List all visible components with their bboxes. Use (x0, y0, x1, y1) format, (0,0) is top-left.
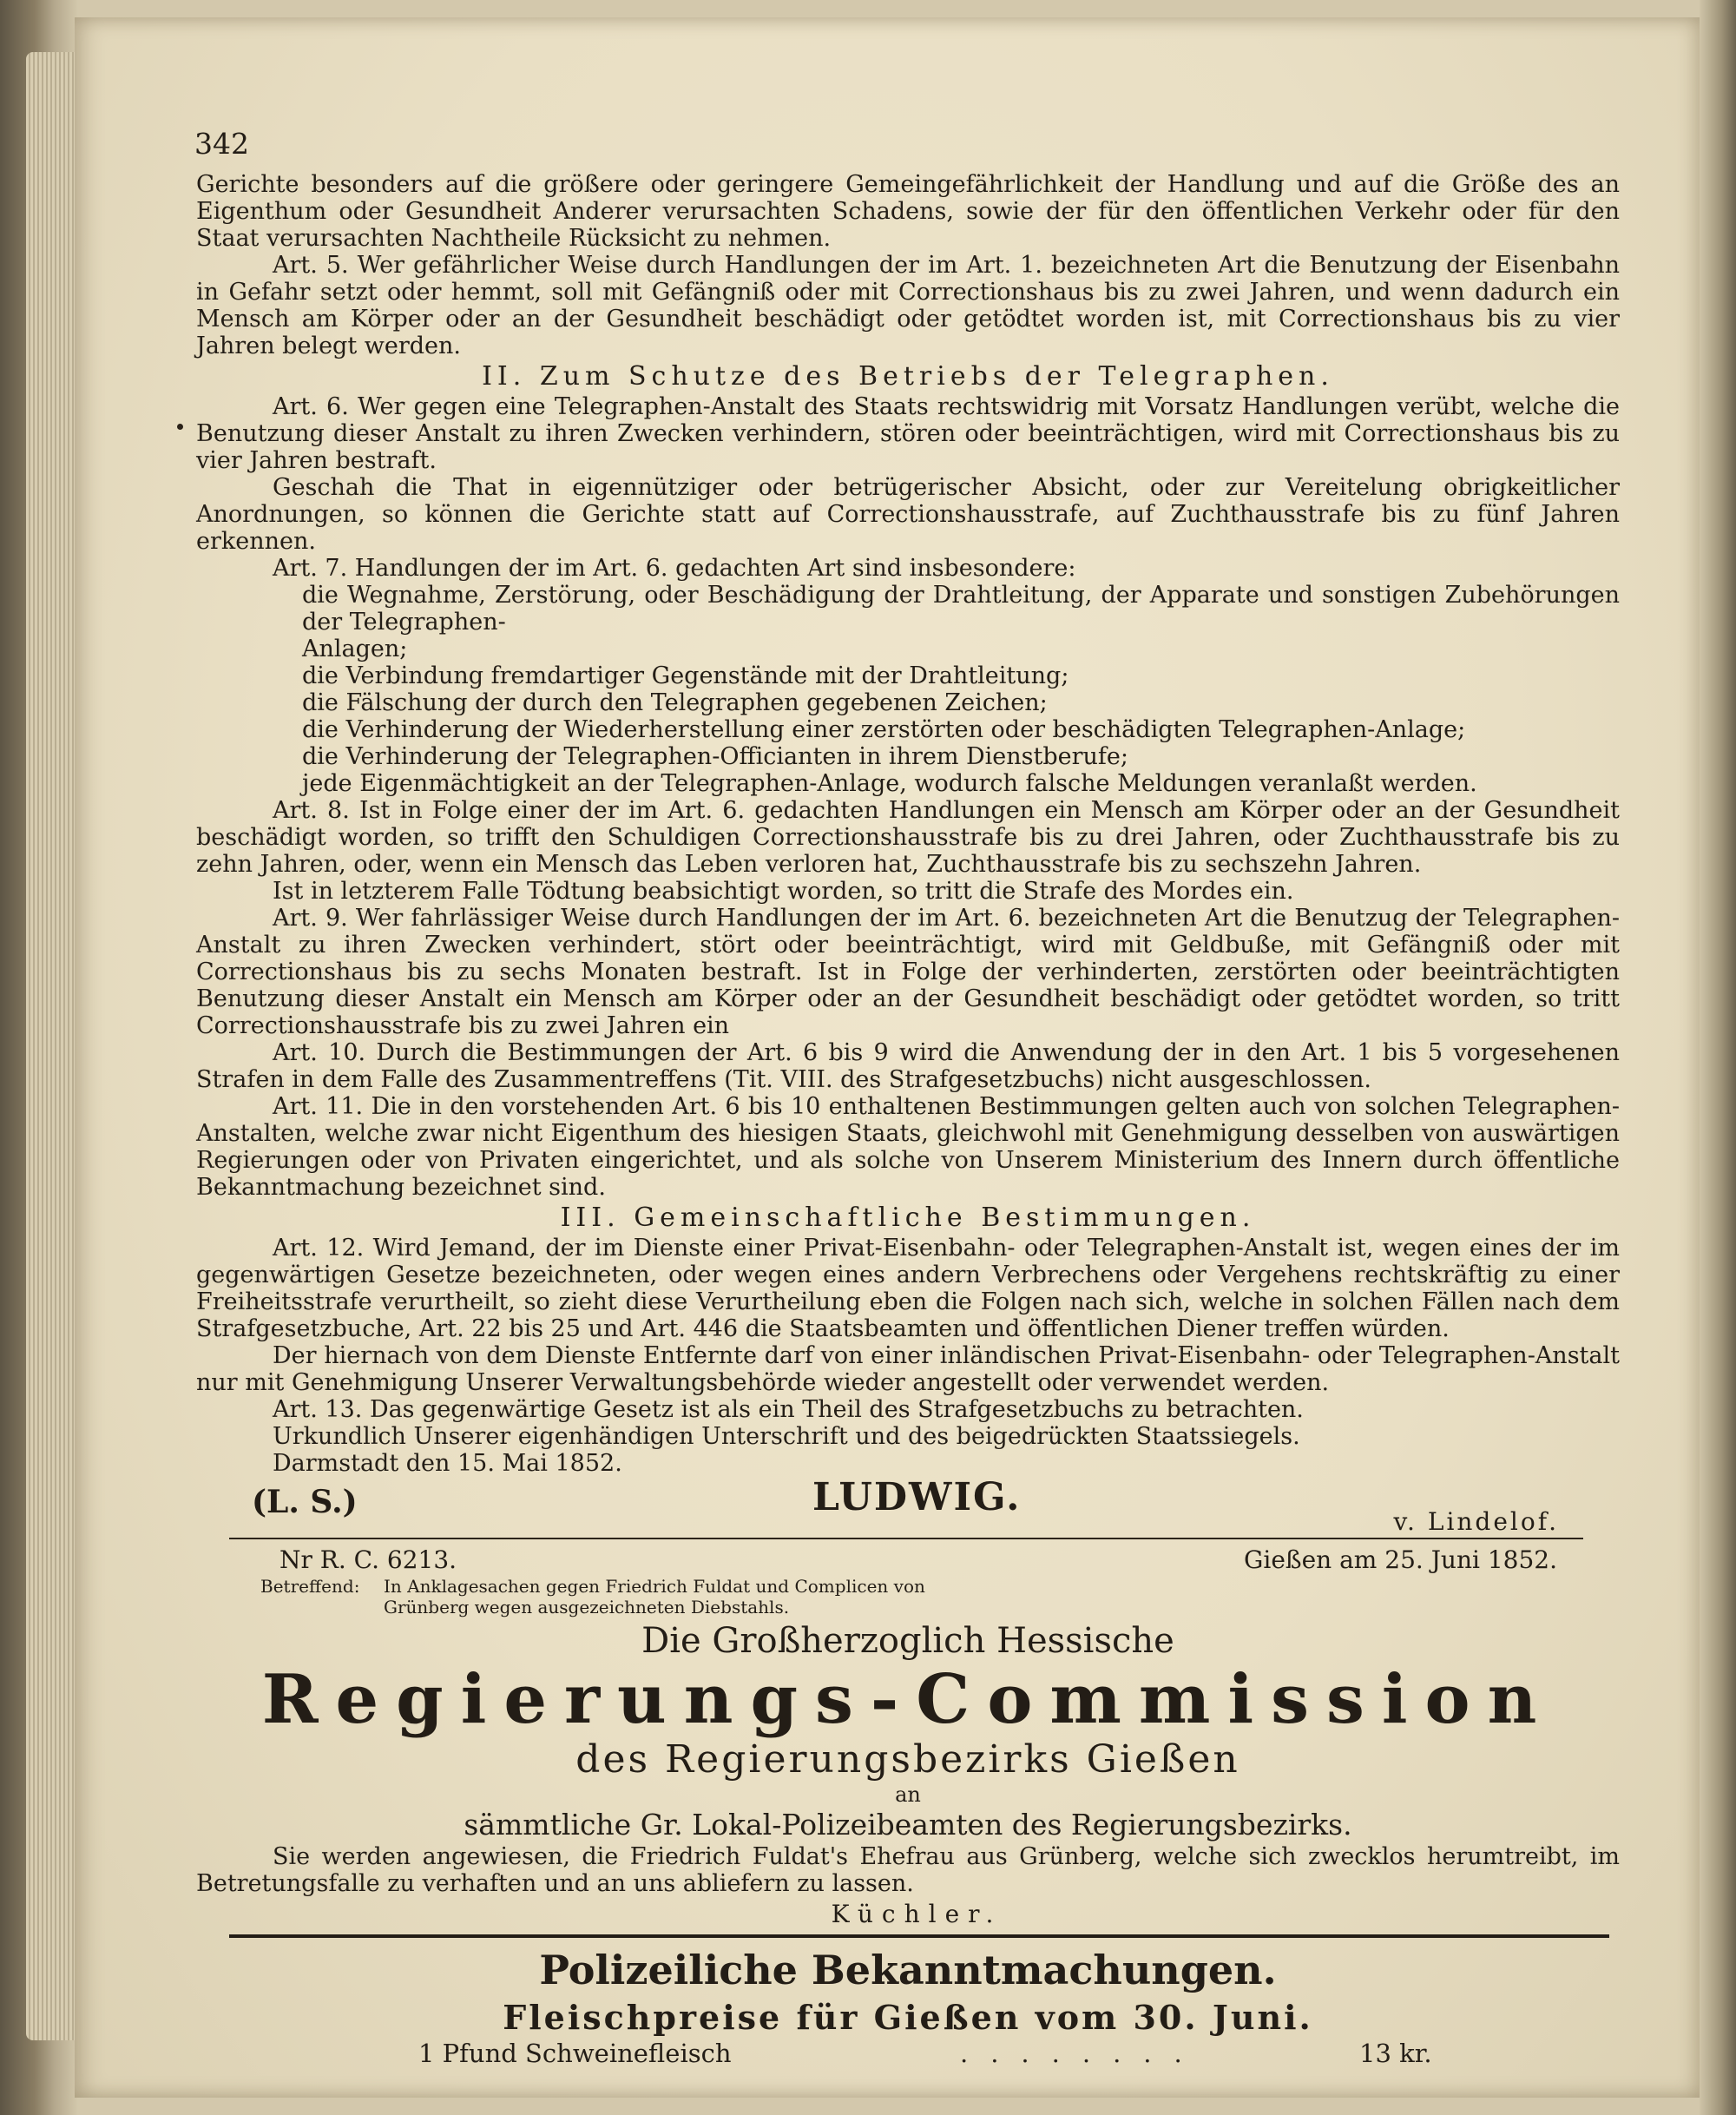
page-stack-right (1700, 0, 1736, 2115)
subject-text-2: Grünberg wegen ausgezeichneten Diebstahls. (384, 1597, 790, 1618)
law-text-continued (196, 171, 1620, 359)
telegraph-paragraph: die Verhinderung der Wiederherstellung einer zerstörten oder beschädigten Telegraphen-Anlage; (302, 716, 1466, 743)
divider-thick (229, 1934, 1609, 1938)
common-paragraph: Art. 13. Das gegenwärtige Gesetz ist als ein Theil des Strafgesetzbuchs zu betrachten. (273, 1396, 1304, 1423)
page-stack-left (26, 52, 78, 2040)
seal-mark: (L. S.) (252, 1484, 358, 1520)
telegraph-paragraph: Geschah die That in eigennütziger oder betrügerischer Absicht, oder zur Vereitelung obrigkeitlicher Anordnungen, so können die Gerichte statt auf Correctionshausstrafe, auf Zuchthausstrafe bis zu fünf Jahren erkennen. (196, 474, 1620, 555)
authority-title: Regierungs-Commission (261, 1660, 1555, 1739)
common-paragraph: Darmstadt den 15. Mai 1852. (273, 1450, 622, 1477)
section-heading-telegraphs: II. Zum Schutze des Betriebs der Telegraphen. (482, 361, 1334, 392)
divider (229, 1538, 1583, 1539)
subject-line (196, 1576, 1620, 1597)
telegraph-paragraph: die Wegnahme, Zerstörung, oder Beschädigung der Drahtleitung, der Apparate und sonstigen Zubehörungen der Telegraphen- (302, 582, 1620, 636)
ink-spot (177, 424, 183, 430)
common-paragraph: Art. 12. Wird Jemand, der im Dienste einer Privat-Eisenbahn- oder Telegraphen-Anstalt ist, wegen eines der im gegenwärtigen Gesetze bezeichneten, oder wegen eines andern Verbrechens oder Vergehens rechtskräftig zu einer Freiheitsstrafe verurtheilt, so zieht diese Verurtheilung eben die Folgen nach sich, welche in solchen Fällen nach dem Strafgesetzbuche, Art. 22 bis 25 und Art. 446 die Staatsbeamten und öffentlichen Diener treffen würden. (196, 1235, 1620, 1342)
law-paragraph: Art. 5. Wer gefährlicher Weise durch Handlungen der im Art. 1. bezeichneten Art die Benutzung der Eisenbahn in Gefahr setzt oder hemmt, soll mit Gefängniß oder mit Correctionshaus bis zu zwei Jahren, und wenn dadurch ein Mensch am Körper oder an der Gesundheit beschädigt oder getödtet worden ist, mit Correctionshaus bis zu vier Jahren belegt werden. (196, 252, 1620, 359)
notice-header (196, 1546, 1620, 1576)
ruler-signature: LUDWIG. (812, 1475, 1022, 1519)
common-articles (196, 1235, 1620, 1477)
meat-prices-heading: Fleischpreise für Gießen vom 30. Juni. (503, 1998, 1313, 2037)
place-date: Gießen am 25. Juni 1852. (1244, 1545, 1557, 1574)
telegraph-paragraph: die Verhinderung der Telegraphen-Officianten in ihrem Dienstberufe; (302, 743, 1129, 770)
common-paragraph: Der hiernach von dem Dienste Entfernte darf von einer inländischen Privat-Eisenbahn- oder Telegraphen-Anstalt nur mit Genehmigung Unserer Verwaltungsbehörde wieder angestellt oder verwendet werden. (196, 1342, 1620, 1396)
signature-block (196, 1475, 1620, 1536)
telegraph-paragraph: Ist in letzterem Falle Tödtung beabsichtigt worden, so tritt die Strafe des Mordes ein. (273, 878, 1294, 905)
telegraph-paragraph: Art. 9. Wer fahrlässiger Weise durch Handlungen der im Art. 6. bezeichneten Art die Benutzug der Telegraphen-Anstalt zu ihren Zwecken verhindert, stört oder beeinträchtigt, wird mit Geldbuße, mit Gefängniß oder mit Correctionshaus bis zu sechs Monaten bestraft. Ist in Folge der verhinderten, zerstörten oder beeinträchtigten Benutzung dieser Anstalt ein Mensch am Körper oder an der Gesundheit beschädigt oder getödtet worden, so tritt Correctionshausstrafe bis zu zwei Jahren ein (196, 905, 1620, 1039)
minister-signature: v. Lindelof. (1393, 1507, 1559, 1536)
telegraph-paragraph: Art. 11. Die in den vorstehenden Art. 6 bis 10 enthaltenen Bestimmungen gelten auch von solchen Telegraphen-Anstalten, welche zwar nicht Eigenthum des hiesigen Staats, gleichwohl mit Genehmigung desselben von auswärtigen Regierungen oder von Privaten eingerichtet, und als solche von Unserem Ministerium des Innern durch öffentliche Bekanntmachung bezeichnet sind. (196, 1093, 1620, 1201)
telegraph-articles (196, 393, 1620, 1201)
page-number: 342 (194, 127, 249, 161)
telegraph-paragraph: Art. 6. Wer gegen eine Telegraphen-Anstalt des Staats rechtswidrig mit Vorsatz Handlungen verübt, welche die Benutzung dieser Anstalt zu ihren Zwecken verhindern, stören oder beeinträchtigen, wird mit Correctionshaus bis zu vier Jahren bestraft. (196, 393, 1620, 474)
price-row (196, 2040, 1620, 2075)
telegraph-paragraph: die Fälschung der durch den Telegraphen gegebenen Zeichen; (302, 689, 1048, 716)
price-leader: ........ (960, 2039, 1205, 2068)
telegraph-paragraph: jede Eigenmächtigkeit an der Telegraphen-Anlage, wodurch falsche Meldungen veranlaßt werden. (302, 770, 1477, 797)
addressee-an: an (895, 1782, 921, 1807)
authority-district: des Regierungsbezirks Gießen (575, 1737, 1240, 1782)
section-heading-common: III. Gemeinschaftliche Bestimmungen. (560, 1202, 1256, 1233)
police-heading: Polizeiliche Bekanntmachungen. (539, 1947, 1277, 1993)
page-content (194, 127, 1620, 2075)
notice-signature: Küchler. (831, 1900, 1003, 1928)
telegraph-paragraph: Anlagen; (302, 636, 408, 662)
subject-text-1: In Anklagesachen gegen Friedrich Fuldat und Complicen von (384, 1576, 925, 1597)
telegraph-paragraph: die Verbindung fremdartiger Gegenstände mit der Drahtleitung; (302, 662, 1069, 689)
telegraph-paragraph: Art. 10. Durch die Bestimmungen der Art. 6 bis 9 wird die Anwendung der in den Art. 1 bis 5 vorgesehenen Strafen in dem Falle des Zusammentreffens (Tit. VIII. des Strafgesetzbuchs) nicht ausgeschlossen. (196, 1039, 1620, 1093)
telegraph-paragraph: Art. 7. Handlungen der im Art. 6. gedachten Art sind insbesondere: (273, 555, 1076, 582)
notice-body: Sie werden angewiesen, die Friedrich Fuldat's Ehefrau aus Grünberg, welche sich zwecklos herumtreibt, im Betretungsfalle zu verhaften und an uns abliefern zu lassen. (196, 1843, 1620, 1897)
law-paragraph: Gerichte besonders auf die größere oder geringere Gemeingefährlichkeit der Handlung und auf die Größe des an Eigenthum oder Gesundheit Anderer verursachten Schadens, sowie der für den öffentlichen Verkehr oder für den Staat verursachten Nachtheile Rücksicht zu nehmen. (196, 171, 1620, 252)
price-value: 13 kr. (1359, 2039, 1432, 2068)
reference-number: Nr R. C. 6213. (279, 1545, 457, 1574)
subject-label: Betreffend: (260, 1576, 360, 1597)
price-item: 1 Pfund Schweinefleisch (418, 2039, 732, 2068)
telegraph-paragraph: Art. 8. Ist in Folge einer der im Art. 6. gedachten Handlungen ein Mensch am Körper oder an der Gesundheit beschädigt worden, so trifft den Schuldigen Correctionshausstrafe bis zu drei Jahren, oder Zuchthausstrafe bis zu zehn Jahren, oder, wenn ein Mensch das Leben verloren hat, Zuchthausstrafe bis zu sechszehn Jahren. (196, 797, 1620, 878)
authority-line-1: Die Großherzoglich Hessische (641, 1621, 1174, 1661)
common-paragraph: Urkundlich Unserer eigenhändigen Unterschrift und des beigedrückten Staatssiegels. (273, 1423, 1300, 1450)
addressee: sämmtliche Gr. Lokal-Polizeibeamten des Regierungsbezirks. (464, 1808, 1352, 1842)
